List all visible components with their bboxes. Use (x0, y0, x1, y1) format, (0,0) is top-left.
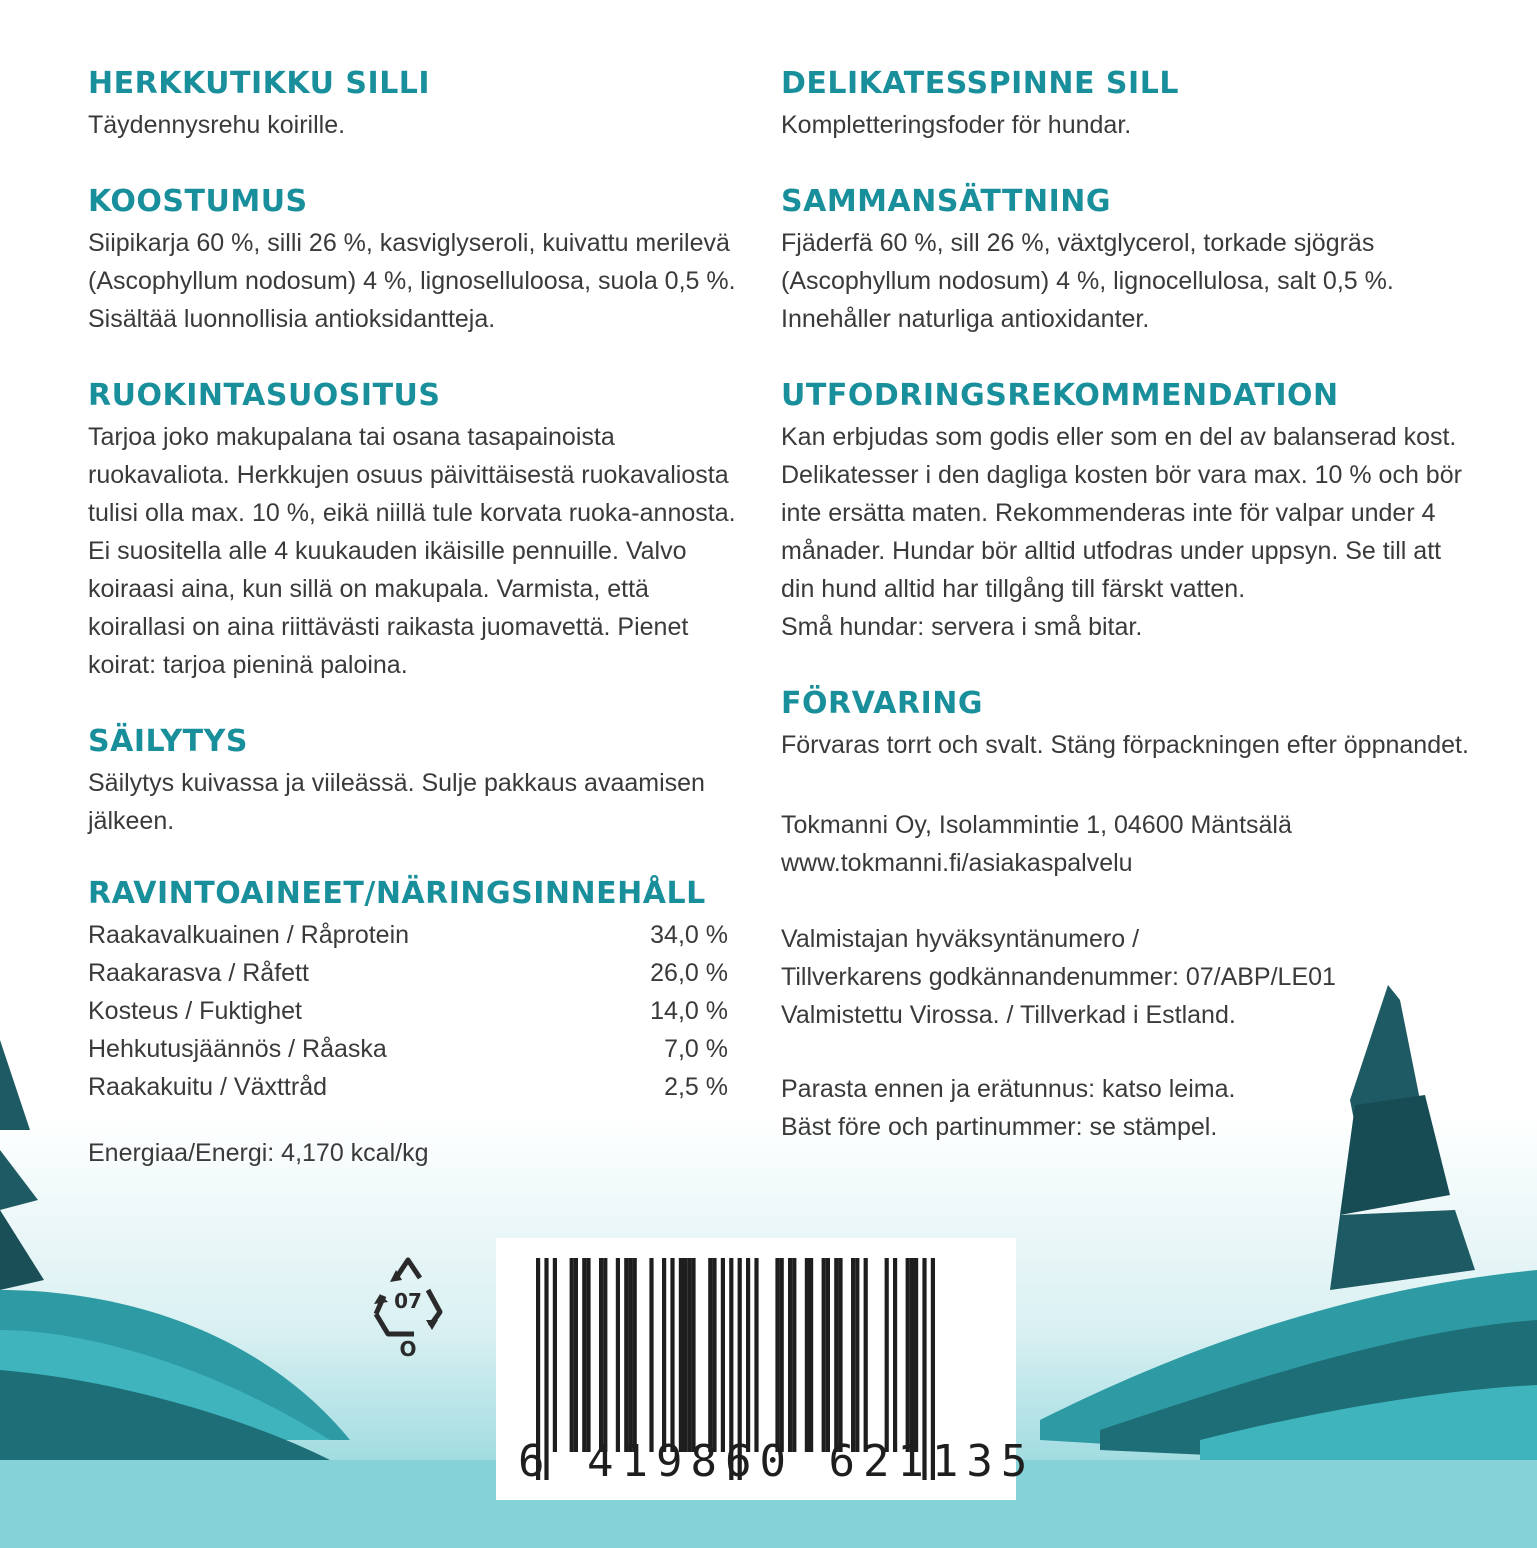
nutrient-row (88, 1030, 728, 1068)
barcode-bar (679, 1258, 683, 1452)
barcode-bar (855, 1258, 859, 1452)
approval-label: Valmistajan hyväksyntänumero / (781, 925, 1140, 953)
composition-heading-fi: KOOSTUMUS (88, 184, 308, 219)
storage-heading-sv: FÖRVARING (781, 686, 983, 721)
barcode-bar (805, 1258, 809, 1452)
barcode-bar (649, 1258, 653, 1452)
nutrient-value: 7,0 % (664, 1035, 728, 1063)
company-address: Tokmanni Oy, Isolammintie 1, 04600 Mäntsälä (781, 811, 1292, 839)
barcode-bar (792, 1258, 796, 1452)
recycle-icon (368, 1256, 448, 1360)
storage-text-sv: Förvaras torrt och svalt. Stäng förpackningen efter öppnandet. (781, 731, 1469, 759)
nutrients-table (88, 916, 738, 1106)
barcode-bar (570, 1258, 574, 1452)
approval-number: Tillverkarens godkännandenummer: 07/ABP/LE01 (781, 963, 1336, 991)
best-before-fi: Parasta ennen ja erätunnus: katso leima. (781, 1075, 1236, 1103)
barcode-bar (838, 1258, 842, 1452)
nutrient-row (88, 916, 728, 954)
barcode-bar (721, 1258, 725, 1452)
recycle-code: 07 (394, 1289, 422, 1313)
barcode-bar (582, 1258, 586, 1452)
nutrient-label: Raakavalkuainen / Råprotein (88, 921, 410, 949)
feeding-text-fi: Tarjoa joko makupalana tai osana tasapainoista ruokavaliota. Herkkujen osuus päivittäisestä ruokavaliosta tulisi olla max. 10 %, eikä niillä tule korvata ruoka-annosta. Ei suositella alle 4 kuukauden ikäisille pennuille. Valvo koiraasi aina, kun sillä on makupala. Varmista, että koirallasi on aina riittävästi raikasta juomavettä. Pienet koirat: tarjoa pieninä paloina. (88, 423, 736, 679)
barcode-bar (708, 1258, 712, 1452)
barcode-bar (746, 1258, 750, 1452)
composition-heading-sv: SAMMANSÄTTNING (781, 184, 1111, 219)
feeding-text2-sv: Små hundar: servera i små bitar. (781, 613, 1143, 641)
nutrients-heading: RAVINTOAINEET/NÄRINGSINNEHÅLL (88, 876, 706, 911)
barcode-bar (885, 1258, 889, 1452)
barcode-bar (633, 1258, 637, 1452)
barcode-bar (599, 1258, 603, 1452)
barcode-bar (822, 1258, 826, 1452)
nutrient-value: 2,5 % (664, 1073, 728, 1101)
barcode-bar (914, 1258, 918, 1452)
product-subtitle-sv: Kompletteringsfoder för hundar. (781, 111, 1132, 139)
product-title-fi: HERKKUTIKKU SILLI (88, 66, 431, 101)
barcode-bar (780, 1258, 784, 1452)
nutrient-label: Kosteus / Fuktighet (88, 997, 303, 1025)
nutrient-label: Raakakuitu / Växttråd (88, 1073, 328, 1101)
nutrient-row (88, 992, 728, 1030)
barcode-bar (670, 1258, 674, 1452)
barcode-bar (754, 1258, 758, 1452)
storage-heading-fi: SÄILYTYS (88, 724, 248, 759)
nutrient-label: Hehkutusjäännös / Råaska (88, 1035, 387, 1063)
barcode-bar (826, 1258, 830, 1452)
best-before-sv: Bäst före och partinummer: se stämpel. (781, 1113, 1218, 1141)
barcode-bar (834, 1258, 838, 1452)
barcode-bar (691, 1258, 695, 1452)
swedish-column (781, 62, 1481, 1146)
nutrient-value: 14,0 % (650, 997, 728, 1025)
barcode-bar (910, 1258, 914, 1452)
barcode-bar (809, 1258, 813, 1452)
feeding-heading-sv: UTFODRINGSREKOMMENDATION (781, 378, 1339, 413)
barcode-bar (893, 1258, 897, 1452)
nutrient-value: 34,0 % (650, 921, 728, 949)
feeding-text-sv: Kan erbjudas som godis eller som en del av balanserad kost. Delikatesser i den dagliga kosten bör vara max. 10 % och bör inte ersätta maten. Rekommenderas inte för valpar under 4 månader. Hundar bör alltid utfodras under uppsyn. Se till att din hund alltid har tillgång till färskt vatten. (781, 423, 1462, 603)
origin-text: Valmistettu Virossa. / Tillverkad i Estland. (781, 1001, 1236, 1029)
barcode-bar (788, 1258, 792, 1452)
barcode-bar (906, 1258, 910, 1452)
barcode-bar (586, 1258, 590, 1452)
barcode-bar (864, 1258, 868, 1452)
barcode-bar (624, 1258, 628, 1452)
storage-text-fi: Säilytys kuivassa ja viileässä. Sulje pakkaus avaamisen jälkeen. (88, 769, 705, 835)
nutrient-value: 26,0 % (650, 959, 728, 987)
barcode-first-digit: 6 (518, 1436, 553, 1487)
barcode-left-digits: 419860 (587, 1436, 794, 1487)
barcode-bar (574, 1258, 578, 1452)
nutrient-label: Raakarasva / Råfett (88, 959, 309, 987)
barcode-bar (616, 1258, 620, 1452)
product-subtitle-fi: Täydennysrehu koirille. (88, 111, 346, 139)
barcode-bar (683, 1258, 687, 1452)
energy-text: Energiaa/Energi: 4,170 kcal/kg (88, 1139, 429, 1167)
barcode-digits (518, 1436, 1035, 1487)
composition-text-sv: Fjäderfä 60 %, sill 26 %, växtglycerol, torkade sjögräs (Ascophyllum nodosum) 4 %, lignocellulosa, salt 0,5 %. Innehåller naturliga antioxidanter. (781, 229, 1394, 333)
nutrient-row (88, 1068, 728, 1106)
nutrient-row (88, 954, 728, 992)
barcode-bar (851, 1258, 855, 1452)
finnish-column (88, 62, 738, 1197)
barcode-bar (603, 1258, 607, 1452)
barcode-bar (628, 1258, 632, 1452)
product-title-sv: DELIKATESSPINNE SILL (781, 66, 1179, 101)
barcode-bar (712, 1258, 716, 1452)
barcode-bar (553, 1258, 557, 1452)
barcode-bar (687, 1258, 691, 1452)
recycle-letter: O (399, 1337, 417, 1360)
barcode-right-digits: 621135 (828, 1436, 1036, 1487)
barcode-bar (775, 1258, 779, 1452)
feeding-heading-fi: RUOKINTASUOSITUS (88, 378, 441, 413)
company-website: www.tokmanni.fi/asiakaspalvelu (781, 849, 1133, 877)
composition-text-fi: Siipikarja 60 %, silli 26 %, kasviglyseroli, kuivattu merilevä (Ascophyllum nodosum) 4 %, lignoselluloosa, suola 0,5 %. Sisältää luonnollisia antioksidantteja. (88, 229, 736, 333)
barcode-bar (662, 1258, 666, 1452)
manufacturer-info (781, 806, 1481, 1146)
